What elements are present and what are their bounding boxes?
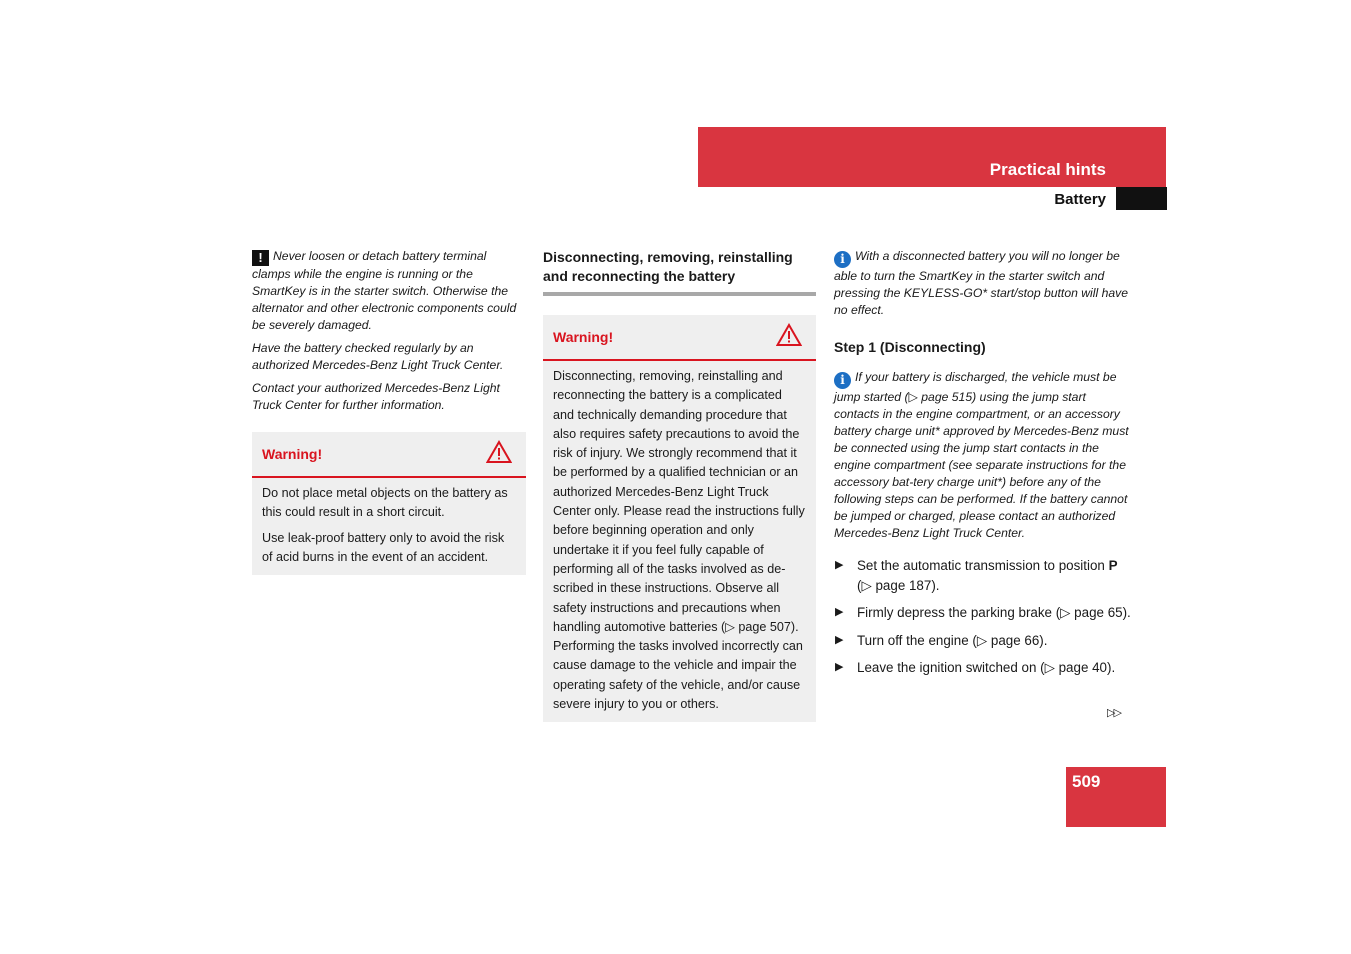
left-column xyxy=(252,248,526,575)
step-item xyxy=(834,603,1134,623)
warning-box-procedure xyxy=(543,315,816,722)
info-icon: i xyxy=(834,251,851,268)
section-heading: Disconnecting, removing, reinstalling and reconnecting the battery xyxy=(543,248,816,296)
step-text-tail: (▷ page 187). xyxy=(857,577,940,593)
warning-text-2: Use leak-proof battery only to avoid the risk of acid burns in the event of an accident. xyxy=(262,530,505,564)
step-item xyxy=(834,556,1134,595)
step-bullet-icon: ▶ xyxy=(835,606,844,618)
warning-text-1: Do not place metal objects on the battery as this could result in a short circuit. xyxy=(262,486,508,520)
section-title: Practical hints xyxy=(989,160,1106,179)
contact-note: Contact your authorized Mercedes-Benz Light Truck Center for further information. xyxy=(252,381,500,412)
warning-body xyxy=(543,361,816,722)
step-bullet-icon: ▶ xyxy=(835,661,844,673)
warning-box-short-circuit xyxy=(252,432,526,575)
info-note-jump-start xyxy=(834,369,1134,542)
step-heading: Step 1 (Disconnecting) xyxy=(834,339,986,355)
notice-paragraph xyxy=(252,248,526,334)
subsection-title: Battery xyxy=(1054,191,1106,208)
continue-arrow-icon: ▷▷ xyxy=(1107,707,1120,719)
warning-triangle-icon xyxy=(486,440,512,464)
step-text: Leave the ignition switched on (▷ page 40). xyxy=(857,660,1116,675)
step-item xyxy=(834,631,1134,651)
notice-text: Never loosen or detach battery terminal clamps while the engine is running or the SmartKey is in the starter switch. Otherwise the alternator and other electronic components could be severely damaged. xyxy=(252,249,517,332)
info-icon: i xyxy=(834,372,851,389)
step-list xyxy=(834,556,1134,678)
step-item xyxy=(834,658,1134,678)
info-note-disconnected xyxy=(834,248,1134,319)
step-emphasis: P xyxy=(1108,558,1118,573)
exclamation-icon: ! xyxy=(252,250,269,266)
section-tab-marker xyxy=(1116,187,1167,210)
warning-triangle-icon xyxy=(776,323,802,347)
info-text: If your battery is discharged, the vehicle must be jump started (▷ page 515) using the jump start contacts in the engine compartment, or an accessory battery charge unit* approved by Mercedes-Benz must be connected using the jump start contacts in the engine compartment (see separate instructions for the accessory bat-tery charge unit*) before any of the following steps can be performed. If the battery cannot be jumped or charged, please contact an authorized Mercedes-Benz Light Truck Center. xyxy=(834,370,1129,540)
step-bullet-icon: ▶ xyxy=(835,633,844,646)
info-text: With a disconnected battery you will no longer be able to turn the SmartKey in the starter switch and pressing the KEYLESS-GO* start/stop button will have no effect. xyxy=(834,249,1128,317)
warning-body xyxy=(252,478,526,575)
step-text: Firmly depress the parking brake (▷ page 65). xyxy=(857,605,1131,620)
right-column xyxy=(834,248,1134,686)
warning-header xyxy=(543,315,816,361)
page-number: 509 xyxy=(1072,772,1101,791)
middle-column xyxy=(543,248,816,722)
step-text: Turn off the engine (▷ page 66). xyxy=(857,632,1048,648)
step-bullet-icon: ▶ xyxy=(835,559,844,571)
warning-header xyxy=(252,432,526,478)
warning-title: Warning! xyxy=(553,329,614,345)
battery-check-note: Have the battery checked regularly by an authorized Mercedes-Benz Light Truck Center. xyxy=(252,341,504,372)
warning-text: Disconnecting, removing, reinstalling and reconnecting the battery is a complicated and technically demanding procedure that also requires safety precautions to avoid the risk of injury. We strongly recommend that it be performed by a qualified technician or an authorized Mercedes-Benz Light Truck Center only. Please read the instructions fully before beginning operation and only undertake it if you feel fully capable of performing all of the tasks involved as de-scribed in these instructions. Observe all safety instructions and precautions when handling automotive batteries (▷ page 507). Performing the tasks involved incorrectly can cause damage to the vehicle and impair the operating safety of the vehicle, and/or cause severe injury to you or others. xyxy=(553,369,805,712)
warning-title: Warning! xyxy=(262,446,323,462)
step-text: Set the automatic transmission to position xyxy=(857,558,1109,573)
